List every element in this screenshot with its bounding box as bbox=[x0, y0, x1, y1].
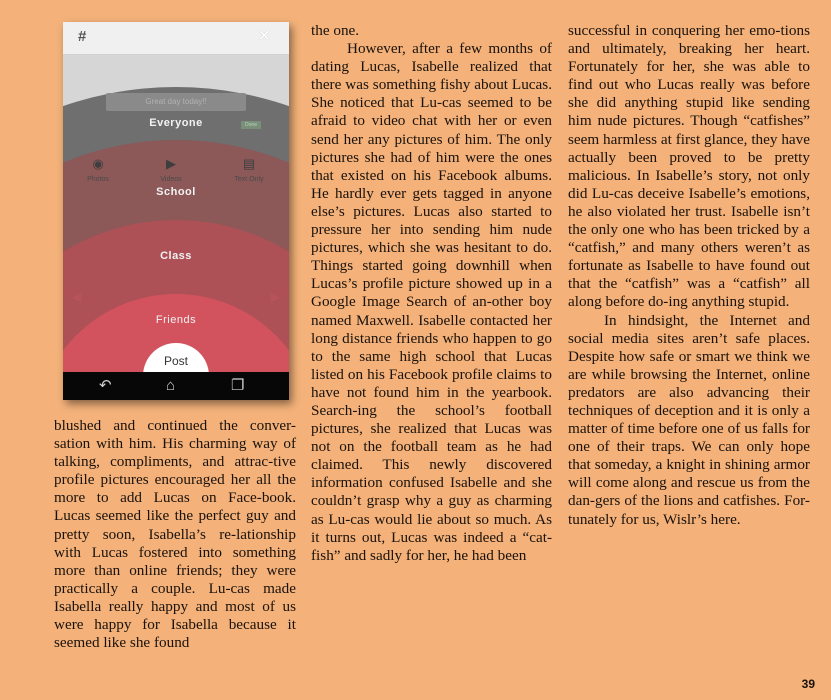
ring-label-class: Class bbox=[160, 250, 192, 262]
paragraph: In hindsight, the Internet and social media sites aren’t safe places. Despite how safe or smart we think we are while browsing the Internet, online predators are also advancing their techniques of deception and it is only a matter of time before one of us falls for one of their traps. We can only hope that someday, a knight in shining armor will come along and rescue us from the dan-gers of the lions and catfishes. For-tunately for us, Wislr’s here. bbox=[568, 311, 810, 528]
camera-icon: ◉ bbox=[92, 156, 104, 171]
videos-option[interactable] bbox=[146, 156, 196, 183]
android-nav-bar bbox=[63, 372, 289, 400]
paragraph: However, after a few months of dating Lucas, Isabelle realized that there was something fishy about Lucas. She noticed that Lu-cas seemed to be afraid to video chat with her or even send her any pictures of him. The only pictures she had of him were the ones that existed on his Facebook albums. He hardly ever gets tagged in anyone else’s pictures. Lucas also started to pressure her into sending him nude pictures, which she was hesitant to do. Things started going downhill when Lucas’s profile picture showed up in a Google Image Search of an-other boy named Maxwell. Isabelle contacted her long distance friends who happen to go to the same high school that Lucas listed on his Facebook profile claims to have not found him in the yearbook. Search-ing the school’s football pictures, she realized that Lucas was not on the football team as he had claimed. This newly discovered information confused Isabelle and she couldn’t grasp why a guy as charming as Lu-cas would lie about so much. As it turns out, Lucas was indeed a “cat-fish” and sadly for her, he had been bbox=[311, 40, 552, 564]
photos-label: Photos bbox=[87, 176, 109, 183]
article-column-3 bbox=[568, 22, 810, 529]
article-column-2 bbox=[311, 22, 552, 565]
text-only-option[interactable] bbox=[224, 156, 274, 183]
paragraph: successful in conquering her emo-tions and ultimately, breaking her heart. Fortunately for her, she was able to find out who Lucas really was before she did anything stupid like sending him nude pictures. Though “catfishes” seem harmless at first glance, they have actually been proved to be pretty malicious. In Isabelle’s story, not only did Lu-cas deceive Isabelle’s emotions, he also violated her trust. Isabelle isn’t the only one who has been tricked by a “catfish,” and many others weren’t as fortunate as Isabelle to have found out that the “catfish” was a “catfish” all along before do-ing anything stupid. bbox=[568, 22, 810, 311]
back-icon[interactable]: ↶ bbox=[99, 377, 112, 394]
videos-label: Videos bbox=[160, 176, 182, 183]
recent-apps-icon[interactable]: ❐ bbox=[231, 377, 245, 394]
app-top-bar bbox=[63, 22, 289, 55]
ring-label-everyone: Everyone bbox=[149, 117, 203, 129]
paragraph: blushed and continued the conver-sation with him. His charming way of talking, compliments, and attrac-tive profile pictures encouraged her all the more to add Lucas on Face-book. Lucas seemed like the perfect guy and pretty soon, Isabella’s re-lationship with Lucas fostered into something more than online friends; they were practically a couple. Lu-cas made Isabella really happy and most of us were happy for Isabella because it seemed like she found bbox=[54, 417, 296, 652]
ring-label-friends: Friends bbox=[155, 314, 197, 326]
status-input[interactable]: Great day today!! bbox=[106, 93, 246, 111]
close-icon[interactable]: ✕ bbox=[257, 28, 271, 45]
photos-option[interactable] bbox=[73, 156, 123, 183]
app-screenshot bbox=[63, 22, 289, 400]
text-only-label: Text Only bbox=[234, 176, 264, 183]
play-icon: ▶ bbox=[166, 156, 176, 171]
page-number: 39 bbox=[801, 677, 815, 691]
article-column-1 bbox=[54, 417, 296, 652]
hash-icon[interactable]: # bbox=[78, 28, 87, 45]
status-badge: Done bbox=[241, 121, 261, 129]
post-label: Post bbox=[163, 354, 188, 368]
home-icon[interactable]: ⌂ bbox=[166, 377, 176, 394]
text-icon: ▤ bbox=[242, 156, 256, 171]
chevron-right-icon[interactable]: ▶ bbox=[270, 290, 280, 304]
chevron-left-icon[interactable]: ◀ bbox=[72, 290, 82, 304]
paragraph: the one. bbox=[311, 22, 360, 39]
ring-label-school: School bbox=[156, 186, 196, 198]
